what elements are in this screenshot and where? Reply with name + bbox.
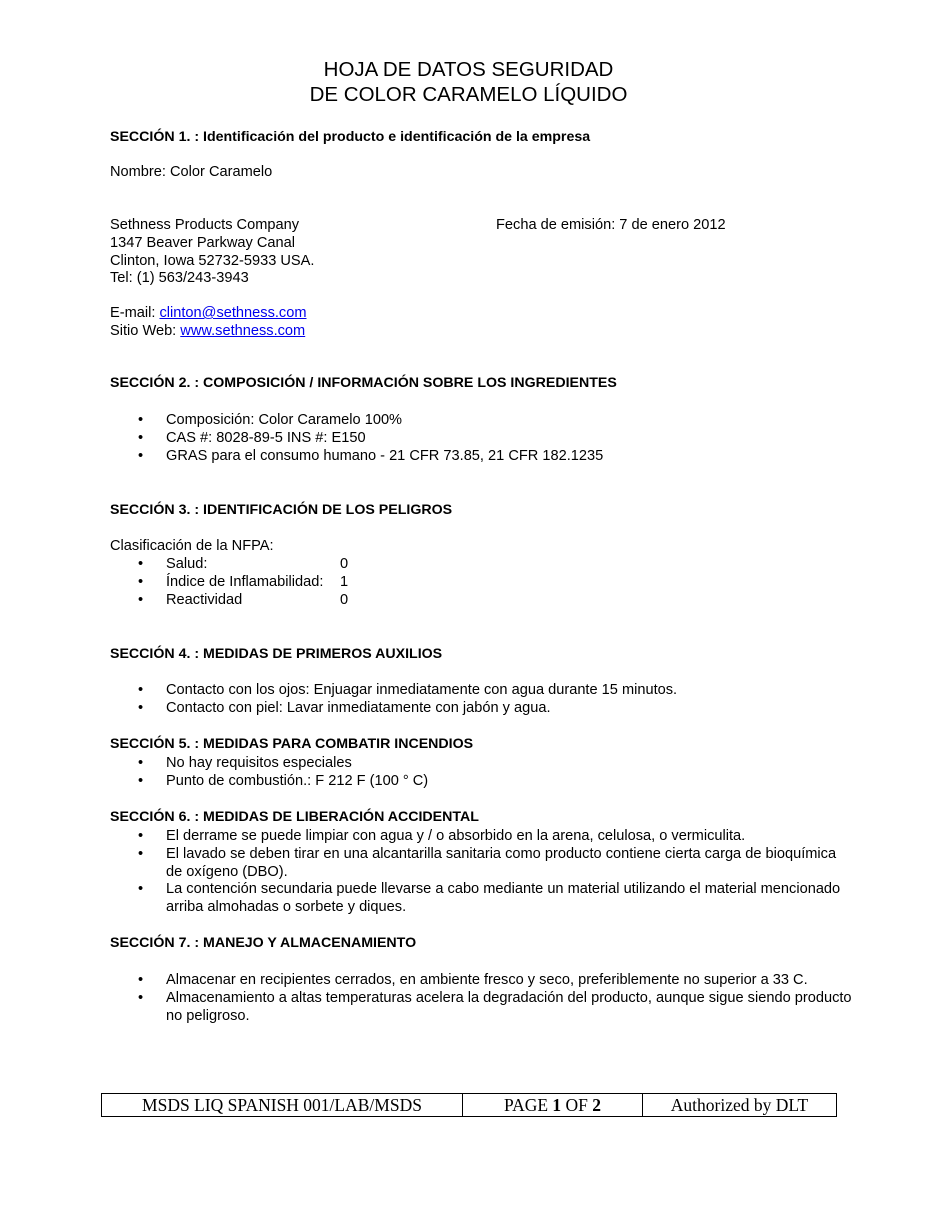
list-item: [110, 574, 856, 592]
list-item: • El lavado se deben tirar en una alcantarilla sanitaria como producto contiene cierta carga de bioquímica de oxígeno (DBO).: [110, 846, 856, 882]
page-mid: OF: [561, 1094, 593, 1115]
list-item: • No hay requisitos especiales: [110, 755, 856, 773]
section2-heading: SECCIÓN 2. : COMPOSICIÓN / INFORMACIÓN SOBRE LOS INGREDIENTES: [110, 375, 617, 391]
website-line: [110, 323, 305, 341]
section4-heading: SECCIÓN 4. : MEDIDAS DE PRIMEROS AUXILIOS: [110, 646, 443, 662]
section5-heading: SECCIÓN 5. : MEDIDAS PARA COMBATIR INCENDIOS: [110, 736, 474, 752]
footer-doc-id: MSDS LIQ SPANISH 001/LAB/MSDS: [142, 1094, 422, 1115]
footer-page-number: [462, 1094, 642, 1116]
section5-list: [110, 755, 856, 791]
list-item: • El derrame se puede limpiar con agua y / o absorbido en la arena, celulosa, o vermiculita.: [110, 828, 856, 846]
section2-list: [110, 412, 856, 465]
issue-date: Fecha de emisión: 7 de enero 2012: [496, 217, 726, 233]
document-title-line2: DE COLOR CARAMELO LÍQUIDO: [309, 83, 628, 106]
section7-list: [110, 972, 856, 1025]
list-item: • Composición: Color Caramelo 100%: [110, 412, 856, 430]
section7-heading: SECCIÓN 7. : MANEJO Y ALMACENAMIENTO: [110, 935, 417, 951]
section6-heading: SECCIÓN 6. : MEDIDAS DE LIBERACIÓN ACCIDENTAL: [110, 809, 479, 825]
product-name: Nombre: Color Caramelo: [110, 164, 273, 180]
list-item: • CAS #: 8028-89-5 INS #: E150: [110, 430, 856, 448]
email-label: E-mail:: [110, 305, 160, 321]
list-item: • Almacenar en recipientes cerrados, en ambiente fresco y seco, preferiblemente no superior a 33 C.: [110, 972, 856, 990]
email-line: [110, 305, 307, 323]
nfpa-value: 1: [340, 573, 349, 590]
company-address1: 1347 Beaver Parkway Canal: [110, 235, 295, 251]
page-prefix: PAGE: [503, 1094, 553, 1115]
email-link[interactable]: clinton@sethness.com: [159, 305, 307, 321]
nfpa-label: Reactividad: [166, 591, 243, 608]
section4-list: [110, 682, 856, 718]
page-current: 1: [552, 1094, 562, 1115]
nfpa-label: Índice de Inflamabilidad:: [166, 573, 324, 590]
nfpa-value: 0: [340, 591, 349, 608]
company-name: Sethness Products Company: [110, 217, 300, 233]
section1-heading: SECCIÓN 1. : Identificación del producto e identificación de la empresa: [110, 129, 591, 145]
list-item: • Contacto con piel: Lavar inmediatamente con jabón y agua.: [110, 700, 856, 718]
document-title-line1: HOJA DE DATOS SEGURIDAD: [323, 58, 614, 81]
list-item: • Almacenamiento a altas temperaturas acelera la degradación del producto, aunque sigue siendo producto no peligroso.: [110, 990, 856, 1026]
nfpa-label: Salud:: [166, 556, 208, 572]
list-item: [110, 556, 856, 574]
website-label: Sitio Web:: [110, 323, 181, 339]
nfpa-list: [110, 556, 856, 609]
list-item: • Contacto con los ojos: Enjuagar inmediatamente con agua durante 15 minutos.: [110, 682, 856, 700]
list-item: • GRAS para el consumo humano - 21 CFR 73.85, 21 CFR 182.1235: [110, 448, 856, 466]
nfpa-intro: Clasificación de la NFPA:: [110, 538, 274, 554]
company-address2: Clinton, Iowa 52732-5933 USA.: [110, 253, 315, 269]
section3-heading: SECCIÓN 3. : IDENTIFICACIÓN DE LOS PELIGROS: [110, 502, 453, 518]
list-item: • La contención secundaria puede llevarse a cabo mediante un material utilizando el material mencionado arriba almohadas o sorbete y diques.: [110, 881, 856, 917]
list-item: [110, 592, 856, 610]
company-phone: Tel: (1) 563/243-3943: [110, 270, 249, 286]
list-item: • Punto de combustión.: F 212 F (100 ° C): [110, 773, 856, 791]
website-link[interactable]: www.sethness.com: [180, 323, 306, 339]
footer-authorized: Authorized by DLT: [642, 1094, 836, 1116]
nfpa-value: 0: [340, 556, 349, 572]
section6-list: [110, 828, 856, 917]
footer-table: [101, 1093, 837, 1117]
page-total: 2: [592, 1094, 602, 1115]
